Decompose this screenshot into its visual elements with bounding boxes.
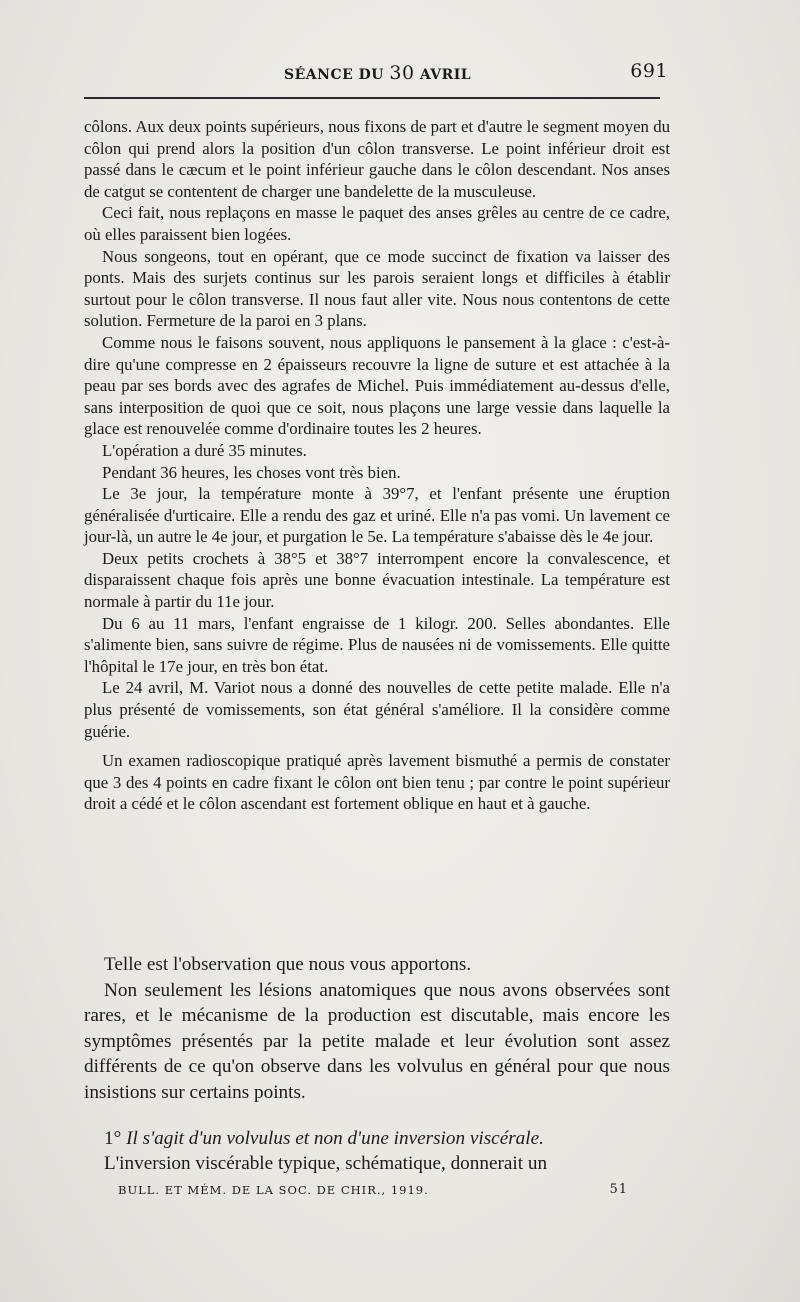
paragraph: Nous songeons, tout en opérant, que ce mode succinct de fixation va laisser des ponts. Mais des surjets continus sur les parois seraient longs et difficiles à établir surtout pour le côlon transverse. Il nous faut aller vite. Nous nous contentons de cette solution. Fermeture de la paroi en 3 plans. bbox=[84, 246, 670, 331]
paragraph: Un examen radioscopique pratiqué après lavement bismuthé a permis de constater que 3 des 4 points en cadre fixant le côlon ont bien tenu ; par contre le point supérieur droit a cédé et le côlon ascendant est fortement oblique en haut et à gauche. bbox=[84, 751, 670, 814]
paragraph: Comme nous le faisons souvent, nous appliquons le pansement à la glace : c'est-à-dire qu'une compresse en 2 épaisseurs recouvre la ligne de suture et est attachée à la peau par ses bords avec des agrafes de Michel. Puis immédiatement au-dessus d'elle, sans interposition de quoi que ce soit, nous plaçons une large vessie dans laquelle la glace est renouvelée comme d'ordinaire toutes les 2 heures. bbox=[84, 332, 670, 439]
body-text bbox=[84, 116, 670, 815]
discussion-text bbox=[84, 952, 670, 1177]
paragraph: Ceci fait, nous replaçons en masse le paquet des anses grêles au centre de ce cadre, où elles paraissent bien logées. bbox=[84, 203, 670, 244]
paragraph: Deux petits crochets à 38°5 et 38°7 interrompent encore la convalescence, et disparaissent chaque fois après une bonne évacuation intestinale. La température est normale à partir du 11e jour. bbox=[84, 548, 670, 612]
paragraph: L'opération a duré 35 minutes. bbox=[102, 440, 307, 460]
page-number: 691 bbox=[630, 60, 668, 82]
footer-citation: BULL. ET MÉM. DE LA SOC. DE CHIR., 1919. bbox=[118, 1183, 429, 1197]
signature-mark: 51 bbox=[609, 1182, 628, 1197]
header-rule bbox=[84, 97, 660, 99]
paragraph: L'inversion viscérable typique, schématique, donnerait un bbox=[104, 1153, 548, 1175]
paragraph: côlons. Aux deux points supérieurs, nous fixons de part et d'autre le segment moyen du côlon qui prend alors la position d'un côlon transverse. Le point inférieur droit est passé dans le cæcum et le point inférieur gauche dans le côlon descendant. Nos anses de catgut se contentent de charger une bandelette de la musculeuse. bbox=[84, 117, 670, 201]
paragraph: Du 6 au 11 mars, l'enfant engraisse de 1 kilogr. 200. Selles abondantes. Elle s'alimente bien, sans suivre de régime. Plus de nausées ni de vomissements. Elle quitte l'hôpital le 17e jour, en très bon état. bbox=[84, 613, 670, 676]
page-footer bbox=[118, 1183, 628, 1201]
paragraph: Pendant 36 heures, les choses vont très bien. bbox=[102, 462, 401, 482]
paragraph: Le 3e jour, la température monte à 39°7, et l'enfant présente une éruption généralisée d'urticaire. Elle a rendu des gaz et uriné. Elle n'a pas vomi. Un lavement ce jour-là, un autre le 4e jour, et purgation le 5e. La température s'abaisse dès le 4e jour. bbox=[84, 484, 670, 547]
paragraph: Non seulement les lésions anatomiques que nous avons observées sont rares, et le mécanisme de la production est discutable, mais encore les symptômes présentés par la petite malade et leur évolution sont assez différents de ce qu'on observe dans les volvulus en général pour que nous insistions sur certains points. bbox=[84, 979, 670, 1103]
running-title: SÉANCE DU 30 AVRIL bbox=[284, 62, 472, 84]
paragraph: Telle est l'observation que nous vous apportons. bbox=[104, 954, 472, 975]
paragraph: Le 24 avril, M. Variot nous a donné des nouvelles de cette petite malade. Elle n'a plus présenté de vomissements, son état général s'améliore. Il la considère comme guérie. bbox=[84, 678, 670, 741]
running-header bbox=[84, 60, 668, 84]
section-heading: 1° Il s'agit d'un volvulus et non d'une inversion viscérale. bbox=[104, 1127, 544, 1149]
